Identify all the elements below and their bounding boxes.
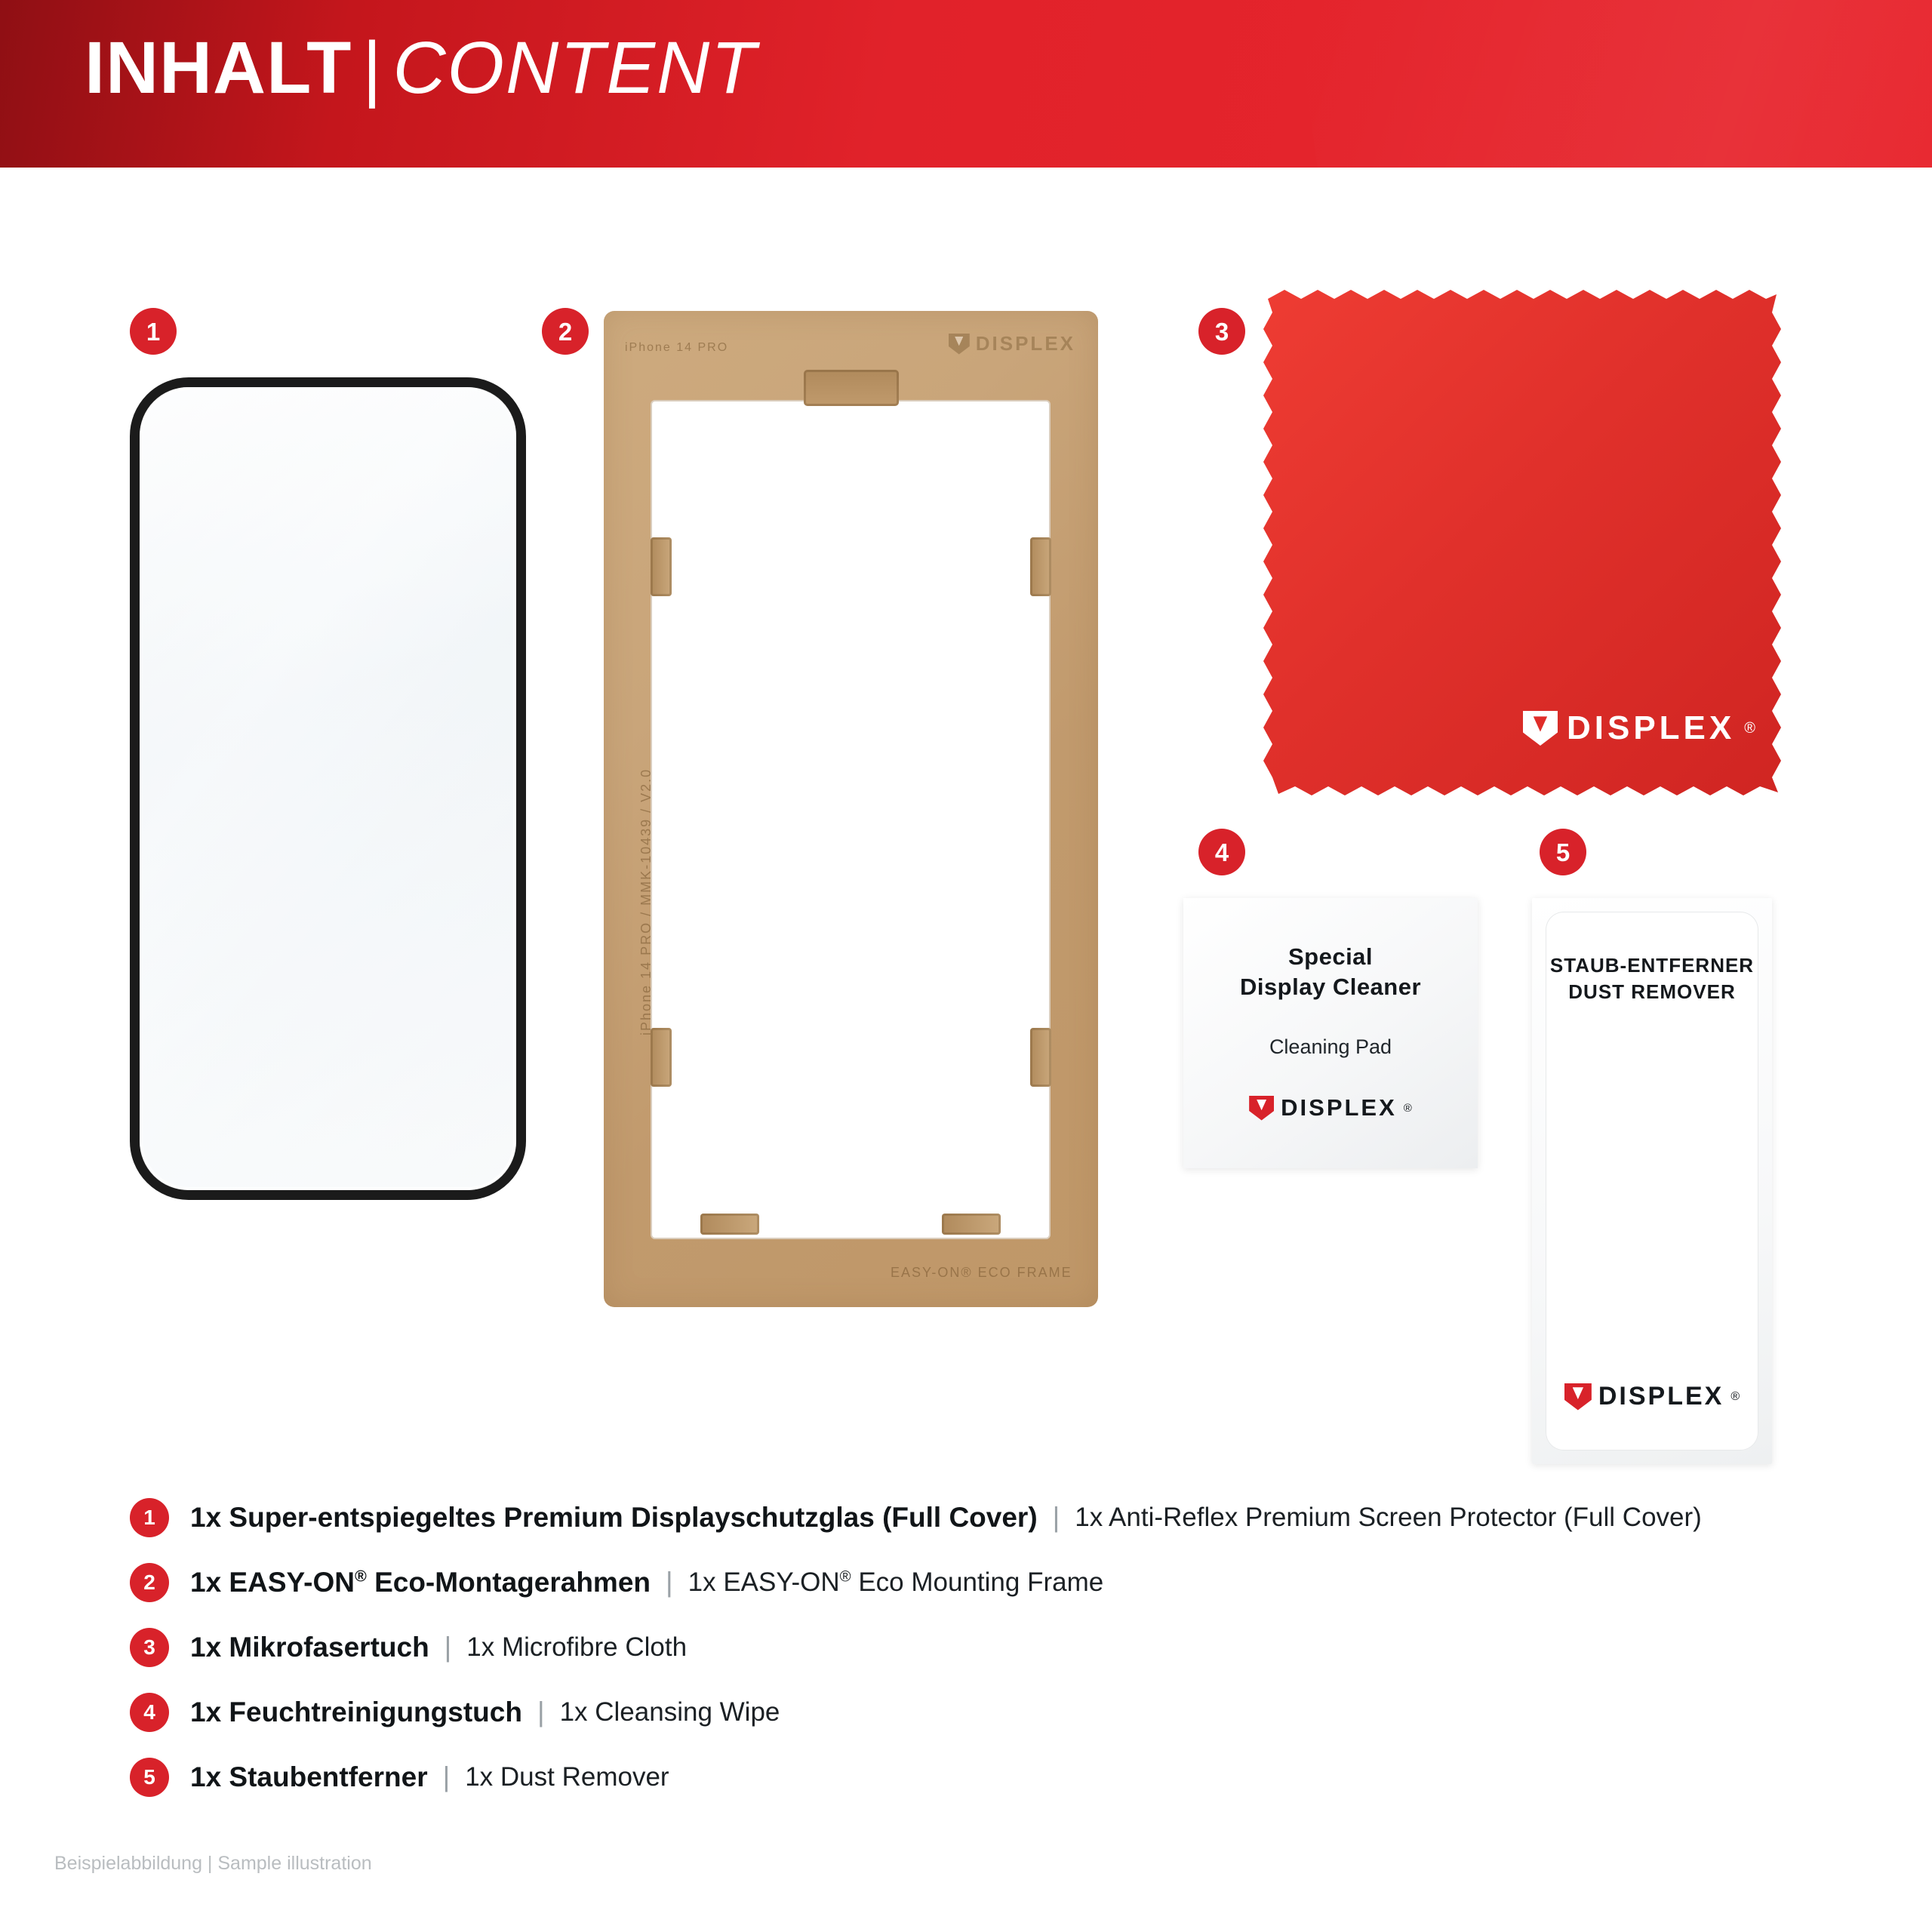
legend-badge-3-number: 3	[143, 1635, 155, 1659]
badge-5-number: 5	[1555, 838, 1571, 866]
frame-tab-left-bottom	[651, 1028, 672, 1087]
frame-label-top-left: iPhone 14 PRO	[625, 341, 729, 354]
legend-3-de: 1x Mikrofasertuch	[190, 1632, 429, 1663]
dust-remover-brand-mark: ®	[1730, 1389, 1740, 1403]
footnote: Beispielabbildung | Sample illustration	[54, 1853, 372, 1874]
page-title-separator: |	[362, 26, 383, 109]
cleaning-pad-subtitle: Cleaning Pad	[1269, 1035, 1392, 1058]
frame-label-bottom: EASY-ON® ECO FRAME	[891, 1265, 1072, 1280]
legend-1-de: 1x Super-entspiegeltes Premium Displayschutzglas (Full Cover)	[190, 1502, 1038, 1533]
legend-4-en: 1x Cleansing Wipe	[559, 1697, 780, 1727]
badge-3	[1198, 308, 1245, 355]
list-item	[130, 1680, 1850, 1745]
legend-badge-2-number: 2	[143, 1571, 155, 1594]
badge-2	[542, 308, 589, 355]
cleaning-pad-brand-name: DISPLEX	[1281, 1094, 1397, 1121]
legend-badge-4-number: 4	[143, 1700, 155, 1724]
dust-remover-brand-name: DISPLEX	[1598, 1382, 1724, 1411]
frame-label-side: iPhone 14 PRO / MMK-10439 / V2.0	[638, 768, 654, 1035]
legend-1-en: 1x Anti-Reflex Premium Screen Protector (Full Cover)	[1075, 1503, 1702, 1532]
mounting-frame	[604, 311, 1098, 1307]
legend-5-en: 1x Dust Remover	[465, 1762, 669, 1792]
dust-remover-title-line2: DUST REMOVER	[1568, 980, 1736, 1004]
legend-4-separator: |	[537, 1697, 545, 1727]
dust-remover-brand-logo	[1532, 1382, 1772, 1411]
shield-icon	[1523, 711, 1558, 746]
legend-2-en-sup: ®	[839, 1568, 851, 1586]
legend-1-separator: |	[1052, 1502, 1060, 1533]
page-title-de: INHALT	[85, 26, 352, 109]
badge-4-number: 4	[1214, 838, 1229, 866]
legend-4-de: 1x Feuchtreinigungstuch	[190, 1697, 522, 1727]
badge-5	[1540, 829, 1586, 875]
page-title	[85, 26, 757, 110]
legend-badge-1	[130, 1498, 169, 1537]
cleaning-pad-brand-logo	[1183, 1094, 1478, 1121]
frame-tab-bottom-left	[700, 1214, 759, 1235]
legend-3-separator: |	[444, 1632, 452, 1663]
legend-5-de: 1x Staubentferner	[190, 1761, 428, 1792]
header-banner	[0, 0, 1932, 168]
frame-tab-right-top	[1030, 537, 1051, 596]
page-title-en: CONTENT	[392, 26, 758, 109]
legend-list	[130, 1485, 1850, 1810]
frame-tab-right-bottom	[1030, 1028, 1051, 1087]
legend-2-en-post: Eco Mounting Frame	[851, 1567, 1104, 1597]
dust-remover-title	[1532, 952, 1772, 1005]
badge-2-number: 2	[558, 317, 573, 346]
badge-4	[1198, 829, 1245, 875]
legend-badge-5-number: 5	[143, 1765, 155, 1789]
cloth-brand-name: DISPLEX	[1566, 709, 1736, 746]
list-item	[130, 1745, 1850, 1810]
frame-brand-name: DISPLEX	[975, 332, 1075, 355]
frame-window	[651, 400, 1051, 1239]
legend-badge-3	[130, 1628, 169, 1667]
cleaning-pad-brand-mark: ®	[1403, 1101, 1412, 1115]
cleaning-pad-title-line2: Display Cleaner	[1239, 973, 1422, 1000]
badge-1-number: 1	[146, 317, 161, 346]
legend-5-separator: |	[442, 1761, 451, 1792]
shield-icon	[1249, 1096, 1274, 1121]
frame-tab-bottom-right	[942, 1214, 1001, 1235]
cleaning-pad-title-line1: Special	[1287, 943, 1374, 970]
list-item	[130, 1615, 1850, 1680]
list-item	[130, 1485, 1850, 1550]
legend-2-separator: |	[666, 1567, 673, 1598]
frame-notch-tab	[804, 370, 899, 406]
legend-2-en-pre: 1x EASY-ON	[688, 1567, 840, 1597]
badge-3-number: 3	[1214, 317, 1229, 346]
legend-badge-1-number: 1	[143, 1506, 155, 1529]
cloth-brand-logo	[1523, 709, 1755, 747]
dust-remover-title-line1: STAUB-ENTFERNER	[1549, 954, 1755, 977]
dust-remover	[1532, 898, 1772, 1464]
legend-2-de-post: Eco-Montagerahmen	[366, 1567, 651, 1598]
legend-badge-5	[130, 1758, 169, 1797]
cleaning-pad-title	[1183, 942, 1478, 1001]
frame-brand-logo	[949, 332, 1075, 355]
legend-badge-4	[130, 1693, 169, 1732]
list-item	[130, 1550, 1850, 1615]
shield-icon	[949, 334, 970, 355]
badge-1	[130, 308, 177, 355]
legend-2-en	[688, 1567, 1104, 1598]
legend-2-de	[190, 1567, 651, 1598]
microfibre-cloth	[1262, 288, 1783, 817]
legend-2-de-pre: 1x EASY-ON	[190, 1567, 355, 1598]
shield-icon	[1564, 1383, 1592, 1411]
legend-2-de-sup: ®	[354, 1567, 367, 1586]
cleaning-pad	[1183, 898, 1478, 1168]
legend-badge-2	[130, 1563, 169, 1602]
legend-3-en: 1x Microfibre Cloth	[466, 1632, 688, 1662]
frame-tab-left-top	[651, 537, 672, 596]
cloth-brand-mark: ®	[1744, 719, 1755, 737]
screen-protector-glass	[130, 377, 526, 1200]
